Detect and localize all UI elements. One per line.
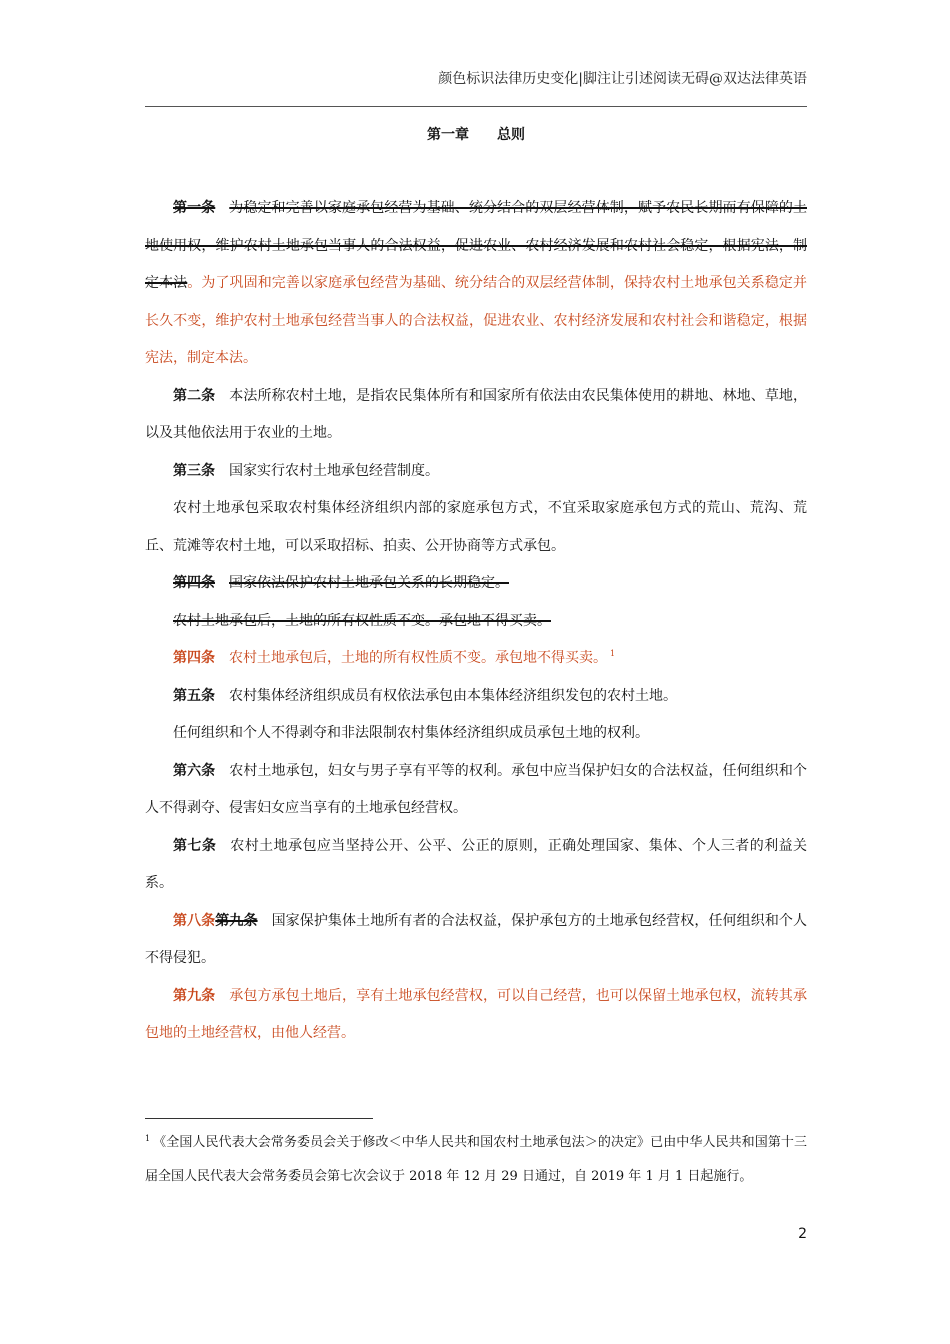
article-2 xyxy=(145,378,807,453)
article-4-old xyxy=(145,565,807,603)
article-4-old-paragraph-2 xyxy=(145,603,807,641)
article-1-inserted-text: 。为了巩固和完善以家庭承包经营为基础、统分结合的双层经营体制，保持农村土地承包关系稳定并长久不变，维护农村土地承包经营当事人的合法权益，促进农业、农村经济发展和农村社会和谐稳定，根据宪法，制定本法。 xyxy=(145,275,808,366)
article-9 xyxy=(145,978,807,1053)
article-2-text: 本法所称农村土地，是指农民集体所有和国家所有依法由农民集体使用的耕地、林地、草地，以及其他依法用于农业的土地。 xyxy=(145,387,807,441)
footnote-divider xyxy=(145,1118,373,1119)
article-6 xyxy=(145,753,807,828)
article-7 xyxy=(145,828,807,903)
article-6-label: 第六条 xyxy=(173,762,216,779)
article-4-old-text: 国家依法保护农村土地承包关系的长期稳定。 xyxy=(229,575,509,591)
article-1-deleted-text: 为稳定和完善以家庭承包经营为基础、统分结合的双层经营体制，赋予农民长期而有保障的土地使用权，维护农村土地承包当事人的合法权益，促进农业、农村经济发展和农村社会稳定，根据宪法，制定本法 xyxy=(145,200,807,291)
page-number: 2 xyxy=(798,1226,807,1242)
article-4-new-label: 第四条 xyxy=(173,650,215,666)
article-8 xyxy=(145,903,807,978)
article-4-old-label: 第四条 xyxy=(173,575,215,591)
footnote-mark: 1 xyxy=(145,1134,151,1143)
header-divider xyxy=(145,106,807,107)
footnote xyxy=(145,1126,807,1194)
chapter-title: 第一章 总则 xyxy=(427,127,525,143)
document-body xyxy=(145,190,807,1053)
article-7-text: 农村土地承包应当坚持公开、公平、公正的原则，正确处理国家、集体、个人三者的利益关系。 xyxy=(145,837,808,891)
footnote-reference[interactable]: 1 xyxy=(610,649,616,658)
article-8-text: 国家保护集体土地所有者的合法权益，保护承包方的土地承包经营权，任何组织和个人不得侵犯。 xyxy=(145,912,808,966)
article-1 xyxy=(145,190,807,378)
article-2-label: 第二条 xyxy=(173,387,216,404)
article-4-new xyxy=(145,640,807,678)
article-7-label: 第七条 xyxy=(173,837,217,854)
article-9-label: 第九条 xyxy=(173,987,216,1004)
article-5-paragraph-2: 任何组织和个人不得剥夺和非法限制农村集体经济组织成员承包土地的权利。 xyxy=(173,725,649,741)
article-3-label: 第三条 xyxy=(173,462,215,479)
article-5 xyxy=(145,678,807,716)
article-9-text: 承包方承包土地后，享有土地承包经营权，可以自己经营，也可以保留土地承包权，流转其承包地的土地经营权，由他人经营。 xyxy=(145,987,807,1041)
article-8-new-label: 第八条 xyxy=(173,912,216,929)
footnote-text: 《全国人民代表大会常务委员会关于修改＜中华人民共和国农村土地承包法＞的决定》已由中华人民共和国第十三届全国人民代表大会常务委员会第七次会议于 2018 年 12 月 29 日通过，自 2019 年 1 月 1 日起施行。 xyxy=(145,1135,807,1184)
article-5-text: 农村集体经济组织成员有权依法承包由本集体经济组织发包的农村土地。 xyxy=(229,687,677,704)
article-3-paragraph-2: 农村土地承包采取农村集体经济组织内部的家庭承包方式，不宜采取家庭承包方式的荒山、荒沟、荒丘、荒滩等农村土地，可以采取招标、拍卖、公开协商等方式承包。 xyxy=(145,500,807,554)
article-4-new-text: 农村土地承包后，土地的所有权性质不变。承包地不得买卖。 xyxy=(229,650,607,666)
article-3 xyxy=(145,453,807,491)
article-8-old-label: 第九条 xyxy=(215,912,258,929)
page-header: 颜色标识法律历史变化|脚注让引述阅读无碍@双达法律英语 xyxy=(438,71,807,87)
article-4-old-paragraph-2-text: 农村土地承包后，土地的所有权性质不变。承包地不得买卖。 xyxy=(173,612,551,629)
article-5-label: 第五条 xyxy=(173,687,215,704)
article-3-text: 国家实行农村土地承包经营制度。 xyxy=(229,462,439,479)
article-6-text: 农村土地承包，妇女与男子享有平等的权利。承包中应当保护妇女的合法权益，任何组织和个人不得剥夺、侵害妇女应当享有的土地承包经营权。 xyxy=(145,762,807,816)
article-1-label: 第一条 xyxy=(173,200,216,216)
